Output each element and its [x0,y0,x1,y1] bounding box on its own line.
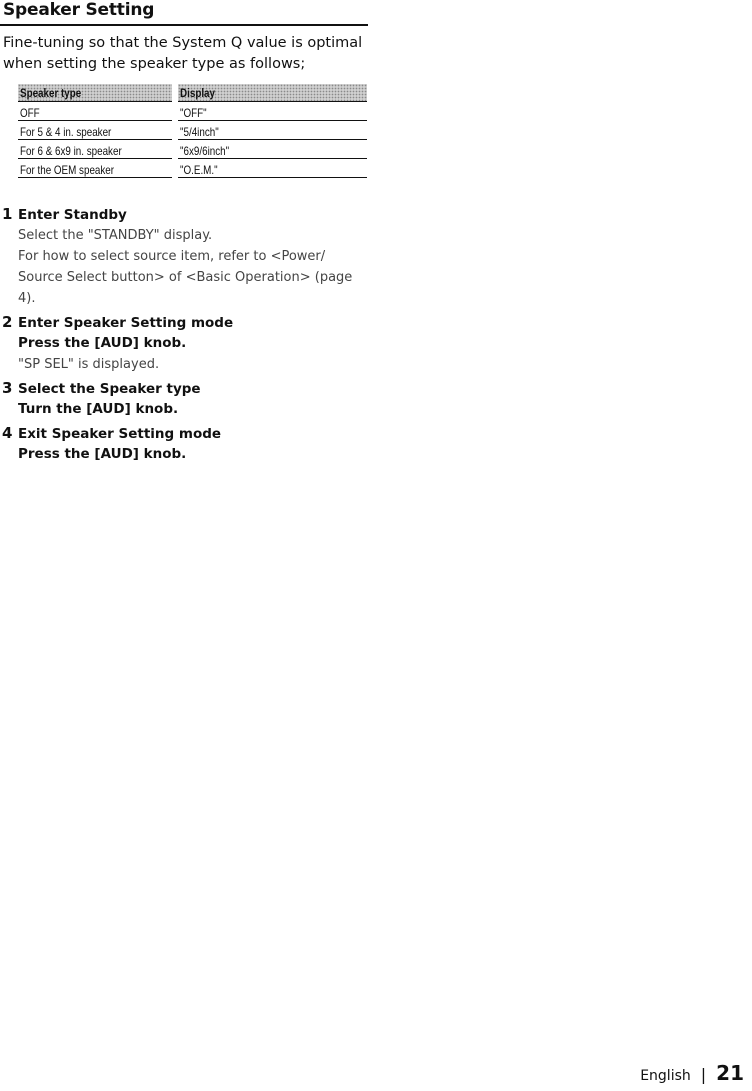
step-title: Enter Speaker Setting mode [18,315,234,331]
table-cell: "5/4inch" [178,121,367,140]
table-header-speaker-type: Speaker type [18,84,172,102]
page-number: 21 [716,1061,744,1085]
table-cell: "OFF" [178,102,367,121]
step-text: "SP SEL" is displayed. [18,357,160,372]
step-title: Select the Speaker type [18,381,201,397]
step-title: Exit Speaker Setting mode [18,426,222,442]
step-4 [0,424,372,465]
table-cell: OFF [18,102,172,121]
intro-paragraph: Fine-tuning so that the System Q value is optimal when setting the speaker type as follows; [3,35,363,72]
title-rule [0,24,368,26]
step-number: 1 [2,205,13,223]
step-action: Press the [AUD] knob. [18,335,187,351]
table-row [18,121,367,140]
step-action: Turn the [AUD] knob. [18,401,179,417]
table-cell: "6x9/6inch" [178,140,367,159]
table-row [18,140,367,159]
table-cell: "O.E.M." [178,159,367,178]
table-cell: For 6 & 6x9 in. speaker [18,140,172,159]
step-title: Enter Standby [18,207,127,223]
page-footer [640,1061,744,1085]
table-header-display: Display [178,84,367,102]
step-number: 4 [2,424,13,442]
footer-separator: | [700,1065,707,1084]
section-title: Speaker Setting [3,0,155,20]
step-text: For how to select source item, refer to <Power/ Source Select button> of <Basic Operation> (page 4). [18,249,353,306]
step-2 [0,313,372,375]
step-3 [0,379,372,420]
table-cell: For 5 & 4 in. speaker [18,121,172,140]
table-row [18,102,367,121]
table-row [18,159,367,178]
steps-list [0,205,372,469]
step-number: 3 [2,379,13,397]
step-text: Select the "STANDBY" display. [18,228,213,243]
step-1 [0,205,372,309]
footer-language: English [640,1068,691,1084]
step-number: 2 [2,313,13,331]
step-action: Press the [AUD] knob. [18,446,187,462]
speaker-type-table [18,84,367,178]
table-cell: For the OEM speaker [18,159,172,178]
table-header-row [18,84,367,102]
